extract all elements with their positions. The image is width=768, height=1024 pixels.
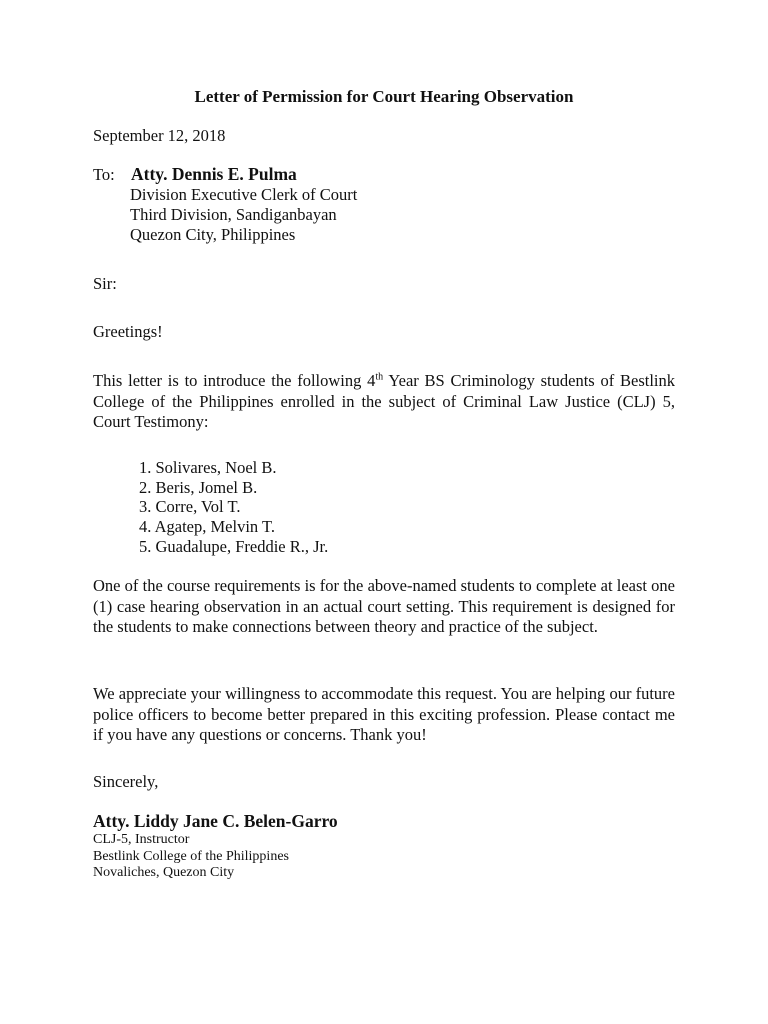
requirement-paragraph: One of the course requirements is for the above-named students to complete at least one (1) case hearing observation in an actual court setting. This requirement is designed for the students to make connections between theory and practice of the subject.	[93, 576, 675, 636]
intro-text-start: This letter is to introduce the following 4	[93, 371, 376, 390]
list-item: 3. Corre, Vol T.	[139, 497, 241, 517]
letter-title: Letter of Permission for Court Hearing Observation	[194, 87, 574, 106]
salutation: Sir:	[93, 274, 117, 293]
intro-paragraph	[93, 371, 675, 433]
letter-date: September 12, 2018	[93, 126, 226, 145]
to-label: To:	[93, 165, 115, 184]
recipient-position: Division Executive Clerk of Court	[130, 185, 358, 204]
signatory-name: Atty. Liddy Jane C. Belen-Garro	[93, 811, 338, 831]
intro-text-end: Year BS Criminology students of Bestlink College of the Philippines enrolled in the subject of Criminal Law Justice (CLJ) 5, Court Testimony:	[93, 371, 675, 431]
recipient-division: Third Division, Sandiganbayan	[130, 205, 337, 224]
list-item: 1. Solivares, Noel B.	[139, 458, 277, 477]
appreciation-paragraph: We appreciate your willingness to accommodate this request. You are helping our future police officers to become better prepared in this exciting profession. Please contact me if you have any questions or concerns. Thank you!	[93, 684, 675, 744]
signatory-institution: Bestlink College of the Philippines	[93, 849, 289, 864]
recipient-location: Quezon City, Philippines	[130, 225, 296, 244]
signatory-role: CLJ-5, Instructor	[93, 832, 190, 847]
ordinal-suffix: th	[375, 371, 384, 383]
list-item: 2. Beris, Jomel B.	[139, 477, 258, 497]
student-list	[139, 458, 328, 557]
list-item: 4. Agatep, Melvin T.	[139, 517, 275, 537]
signatory-location: Novaliches, Quezon City	[93, 865, 235, 880]
recipient-name: Atty. Dennis E. Pulma	[131, 164, 297, 184]
greeting: Greetings!	[93, 322, 163, 341]
list-item: 5. Guadalupe, Freddie R., Jr.	[139, 536, 329, 556]
closing: Sincerely,	[93, 772, 159, 791]
